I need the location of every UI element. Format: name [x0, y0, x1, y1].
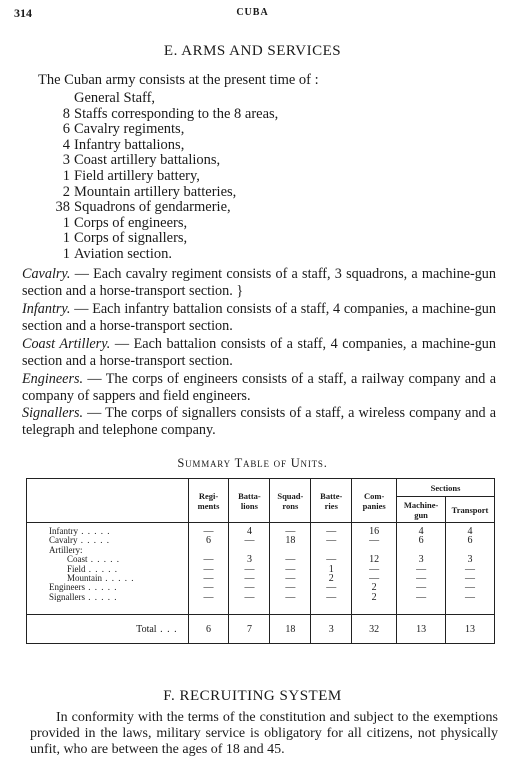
- total-value: 18: [270, 615, 311, 644]
- table-value: —: [326, 554, 337, 566]
- paragraph-body: — Each infantry battalion consists of a staff, 4 companies, a machine-gun section and a horse-transport section.: [22, 301, 496, 334]
- table-value: 3: [467, 554, 473, 566]
- units-list-text: Squadrons of gendarmerie,: [74, 199, 231, 216]
- col-header: Batte- ries: [311, 479, 352, 523]
- table-value: 6: [418, 535, 424, 547]
- table-value: —: [244, 563, 255, 575]
- units-list-item: [52, 153, 278, 169]
- table-value: 4: [467, 526, 473, 537]
- paragraph-body: — Each cavalry regiment consists of a staff, 3 squadrons, a machine-gun section and a horse-transport section.: [22, 266, 496, 299]
- table-value: 2: [328, 573, 334, 585]
- paragraph-lead: Signallers.: [22, 405, 84, 421]
- table-value: —: [326, 591, 337, 603]
- intro-text: The Cuban army consists at the present time of :: [38, 72, 319, 88]
- table-value: —: [369, 573, 380, 585]
- units-list-item: [52, 200, 278, 216]
- table-value: —: [285, 563, 296, 575]
- recruiting-text: In conformity with the terms of the constitution and subject to the exemptions provided in the laws, military service is obligatory for all citizens, not physically unfit, who are between the ages of 18 and 45.: [30, 710, 498, 757]
- units-list-text: Infantry battalions,: [74, 136, 185, 153]
- table-value: —: [465, 563, 476, 575]
- total-label: Total: [136, 623, 157, 635]
- units-list-item: [52, 107, 278, 123]
- value-cell: [397, 523, 446, 615]
- units-list: [52, 91, 278, 263]
- table-value: —: [326, 582, 337, 594]
- table-value: —: [203, 563, 214, 575]
- units-list-text: Cavalry regiments,: [74, 121, 185, 138]
- sub-header: Machine- gun: [397, 497, 446, 523]
- sections-header: Sections: [397, 479, 495, 497]
- table-value: 1: [328, 563, 334, 575]
- table-value: 2: [371, 582, 377, 594]
- row-label: Artillery:: [49, 544, 83, 555]
- total-value: 13: [446, 615, 495, 644]
- table-value: —: [326, 535, 337, 547]
- units-list-count: 8: [62, 105, 70, 122]
- paragraph-cavalry: Cavalry. — Each cavalry regiment consists of a staff, 3 squadrons, a machine-gun section and a horse-transport section. }: [22, 266, 496, 299]
- units-list-count: 1: [62, 167, 70, 184]
- value-cell: [352, 523, 397, 615]
- table-body-row: [27, 523, 495, 615]
- table-value: —: [416, 582, 427, 594]
- units-list-count: 1: [62, 230, 70, 247]
- table-value: —: [326, 526, 337, 537]
- paragraph-signallers: [22, 405, 496, 438]
- units-list-count: 4: [62, 136, 70, 153]
- row-label: Signallers . . . . .: [49, 591, 118, 602]
- paragraph-lead: Infantry.: [22, 301, 71, 317]
- units-list-count: 2: [62, 183, 70, 200]
- row-label: Infantry . . . . .: [49, 526, 111, 536]
- table-value: —: [203, 573, 214, 585]
- paragraph-engineers: [22, 371, 496, 404]
- col-header: Regi- ments: [188, 479, 229, 523]
- units-list-text: Coast artillery battalions,: [74, 152, 221, 169]
- table-value: 4: [418, 526, 424, 537]
- col-header: Squad- rons: [270, 479, 311, 523]
- table-value: —: [203, 526, 214, 537]
- page-number: 314: [14, 6, 32, 20]
- table-value: —: [465, 591, 476, 603]
- paragraph-body: — The corps of signallers consists of a staff, a wireless company and a telegraph and telephone company.: [22, 405, 496, 438]
- total-row: [27, 615, 495, 644]
- table-value: —: [369, 535, 380, 547]
- table-value: —: [416, 573, 427, 585]
- table-value: —: [285, 582, 296, 594]
- row-label: Coast . . . . .: [67, 554, 121, 565]
- paragraph-lead: Engineers.: [22, 371, 84, 387]
- table-value: —: [285, 554, 296, 566]
- paragraph-infantry: [22, 301, 496, 334]
- total-value: 32: [352, 615, 397, 644]
- total-value: 3: [311, 615, 352, 644]
- total-value: 7: [229, 615, 270, 644]
- table-corner: [27, 479, 189, 523]
- units-list-text: Aviation section.: [74, 245, 172, 262]
- table-value: —: [203, 591, 214, 603]
- summary-table: [26, 478, 495, 644]
- table-value: 18: [285, 535, 296, 547]
- row-label: Cavalry . . . . .: [49, 535, 110, 546]
- row-label: Engineers . . . . .: [49, 582, 118, 593]
- paragraph-coast-artillery: [22, 336, 496, 369]
- col-header: Com- panies: [352, 479, 397, 523]
- table-title: Summary Table of Units.: [177, 456, 328, 470]
- value-cell: [188, 523, 229, 615]
- table-value: —: [244, 582, 255, 594]
- total-label-cell: Total . . .: [27, 615, 189, 644]
- table-value: —: [465, 582, 476, 594]
- units-list-count: 38: [55, 199, 70, 216]
- table-value: 12: [369, 554, 380, 566]
- units-list-text: Corps of engineers,: [74, 214, 188, 231]
- table-value: —: [285, 591, 296, 603]
- units-list-item: [52, 91, 278, 107]
- section-e-title: E. ARMS AND SERVICES: [163, 43, 342, 59]
- units-list-text: General Staff,: [74, 90, 156, 106]
- section-f-title: F. RECRUITING SYSTEM: [163, 688, 342, 704]
- units-list-text: Mountain artillery batteries,: [74, 183, 237, 200]
- units-list-count: 3: [62, 152, 70, 169]
- table-value: —: [244, 591, 255, 603]
- units-list-text: Staffs corresponding to the 8 areas,: [74, 105, 279, 122]
- col-header: Batta- lions: [229, 479, 270, 523]
- units-list-item: [52, 122, 278, 138]
- table-value: 4: [246, 526, 252, 537]
- table-value: 6: [206, 535, 212, 547]
- table-value: —: [285, 573, 296, 585]
- units-list-count: 1: [62, 214, 70, 231]
- value-cell: [270, 523, 311, 615]
- units-list-item: [52, 138, 278, 154]
- value-cell: [229, 523, 270, 615]
- page-header: [14, 6, 491, 22]
- value-cell: [446, 523, 495, 615]
- paragraph-body: — Each battalion consists of a staff, 4 companies, a machine-gun section and a horse-transport section.: [22, 336, 496, 369]
- paragraph-body: — The corps of engineers consists of a staff, a railway company and a company of sappers and field engineers.: [22, 371, 496, 404]
- running-title: CUBA: [236, 7, 269, 18]
- table-value: 16: [369, 526, 380, 537]
- paragraph-lead: Cavalry.: [22, 266, 71, 282]
- units-list-item: [52, 231, 278, 247]
- table-value: 6: [467, 535, 473, 547]
- total-value: 13: [397, 615, 446, 644]
- row-label: Field . . . . .: [67, 563, 119, 574]
- table-value: —: [285, 526, 296, 537]
- table-value: —: [465, 573, 476, 585]
- table-value: —: [416, 591, 427, 603]
- units-list-item: [52, 216, 278, 232]
- units-list-text: Corps of signallers,: [74, 230, 188, 247]
- sub-header: Transport: [446, 497, 495, 523]
- table-value: —: [203, 582, 214, 594]
- units-list-item: [52, 247, 278, 263]
- table-value: —: [244, 535, 255, 547]
- table-value: 2: [371, 591, 377, 603]
- units-list-count: 1: [62, 245, 70, 262]
- units-list-item: [52, 169, 278, 185]
- paragraph-lead: Coast Artillery.: [22, 336, 111, 352]
- total-value: 6: [188, 615, 229, 644]
- table-value: —: [244, 573, 255, 585]
- value-cell: [311, 523, 352, 615]
- row-label: Mountain . . . . .: [67, 573, 135, 584]
- table-value: —: [203, 554, 214, 566]
- row-labels: [27, 523, 189, 615]
- table-value: —: [416, 563, 427, 575]
- table-value: 3: [246, 554, 252, 566]
- table-value: —: [369, 563, 380, 575]
- units-list-text: Field artillery battery,: [74, 167, 200, 184]
- units-list-item: [52, 185, 278, 201]
- table-value: 3: [418, 554, 424, 566]
- units-list-count: 6: [62, 121, 70, 138]
